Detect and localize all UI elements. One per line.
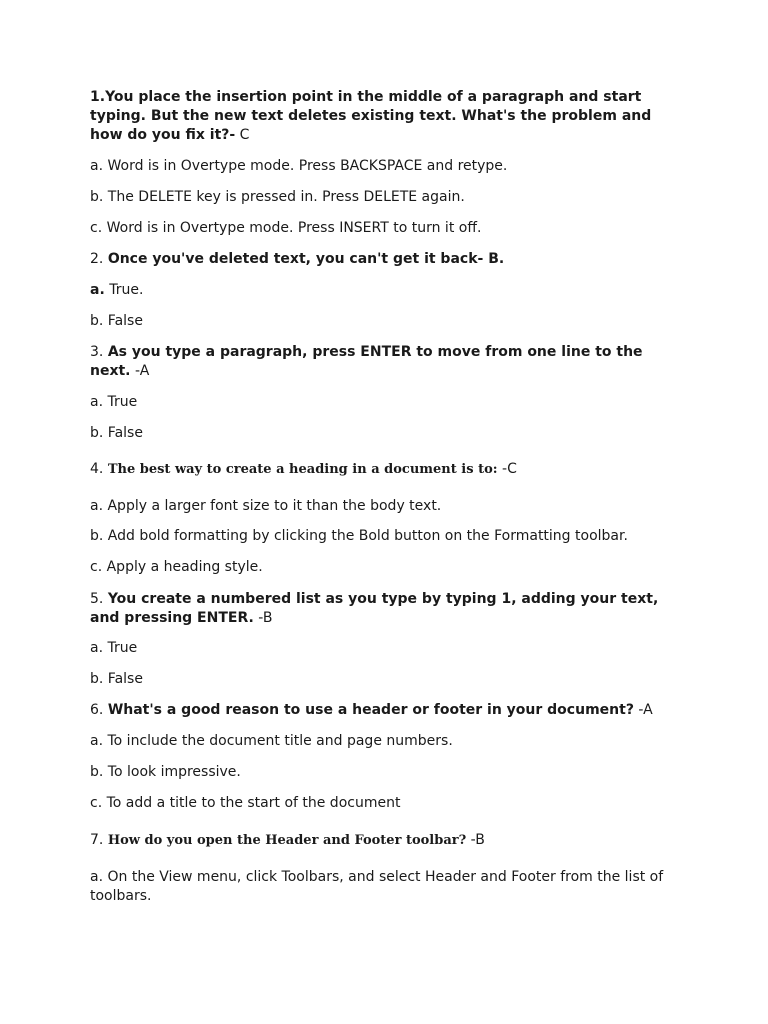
option-letter: a. — [90, 158, 104, 174]
option-letter: b. — [90, 189, 104, 205]
question-text: You place the insertion point in the middle of a paragraph and start typing. But the new text deletes existing text. What's the problem and how do you fix it?- — [90, 89, 652, 143]
option-3b — [90, 424, 670, 443]
question-text: The best way to create a heading in a document is to: — [107, 462, 498, 477]
option-7a — [90, 868, 670, 906]
option-1b — [90, 188, 670, 207]
option-text: Word is in Overtype mode. Press BACKSPACE and retype. — [107, 158, 508, 174]
question-number: 3. — [90, 344, 104, 360]
option-6b — [90, 763, 670, 782]
option-text: False — [107, 671, 143, 687]
question-answer: -A — [134, 363, 150, 379]
question-answer: -B — [470, 832, 485, 848]
option-letter: b. — [90, 764, 104, 780]
option-4a — [90, 497, 670, 516]
option-text: False — [107, 313, 143, 329]
option-1a — [90, 157, 670, 176]
option-letter: a. — [90, 733, 104, 749]
option-4c — [90, 558, 670, 577]
option-text: To include the document title and page numbers. — [107, 733, 453, 749]
question-text: You create a numbered list as you type by typing 1, adding your text, and pressing ENTER. — [90, 591, 659, 626]
option-letter: a. — [90, 282, 105, 298]
question-answer: -A — [638, 702, 653, 718]
option-text: Apply a larger font size to it than the body text. — [107, 498, 442, 514]
option-1c — [90, 219, 670, 238]
option-4b — [90, 527, 670, 546]
option-letter: c. — [90, 795, 103, 811]
question-2 — [90, 250, 670, 269]
question-number: 7. — [90, 832, 104, 848]
question-text: What's a good reason to use a header or footer in your document? — [107, 702, 634, 718]
option-5b — [90, 670, 670, 689]
option-text: On the View menu, click Toolbars, and select Header and Footer from the list of toolbars. — [90, 869, 664, 904]
question-3 — [90, 343, 670, 381]
question-6 — [90, 701, 670, 720]
option-text: True — [107, 640, 138, 656]
option-text: Word is in Overtype mode. Press INSERT to turn it off. — [106, 220, 482, 236]
option-letter: a. — [90, 394, 104, 410]
option-2b — [90, 312, 670, 331]
question-number: 6. — [90, 702, 104, 718]
question-text: Once you've deleted text, you can't get it back- B. — [107, 251, 505, 267]
question-number: 1. — [90, 89, 106, 105]
question-answer: -B — [258, 610, 273, 626]
option-text: True — [107, 394, 138, 410]
question-7 — [90, 831, 670, 850]
question-answer: -C — [502, 461, 517, 477]
option-text: To look impressive. — [107, 764, 241, 780]
option-letter: c. — [90, 220, 103, 236]
option-text: True. — [109, 282, 144, 298]
option-text: Add bold formatting by clicking the Bold button on the Formatting toolbar. — [107, 528, 628, 544]
option-5a — [90, 639, 670, 658]
question-text: As you type a paragraph, press ENTER to move from one line to the next. — [90, 344, 643, 379]
option-text: Apply a heading style. — [106, 559, 263, 575]
option-text: The DELETE key is pressed in. Press DELETE again. — [107, 189, 465, 205]
option-6a — [90, 732, 670, 751]
question-text: How do you open the Header and Footer toolbar? — [107, 833, 467, 848]
option-letter: b. — [90, 425, 104, 441]
option-2a — [90, 281, 670, 300]
question-number: 4. — [90, 461, 104, 477]
question-4 — [90, 460, 670, 479]
option-6c — [90, 794, 670, 813]
question-number: 2. — [90, 251, 104, 267]
option-letter: c. — [90, 559, 103, 575]
option-letter: a. — [90, 498, 104, 514]
option-text: To add a title to the start of the document — [106, 795, 401, 811]
question-answer: C — [239, 127, 250, 143]
option-3a — [90, 393, 670, 412]
option-text: False — [107, 425, 143, 441]
option-letter: a. — [90, 869, 104, 885]
question-1 — [90, 88, 670, 145]
question-5 — [90, 590, 670, 628]
option-letter: b. — [90, 313, 104, 329]
question-number: 5. — [90, 591, 104, 607]
option-letter: b. — [90, 671, 104, 687]
option-letter: a. — [90, 640, 104, 656]
option-letter: b. — [90, 528, 104, 544]
